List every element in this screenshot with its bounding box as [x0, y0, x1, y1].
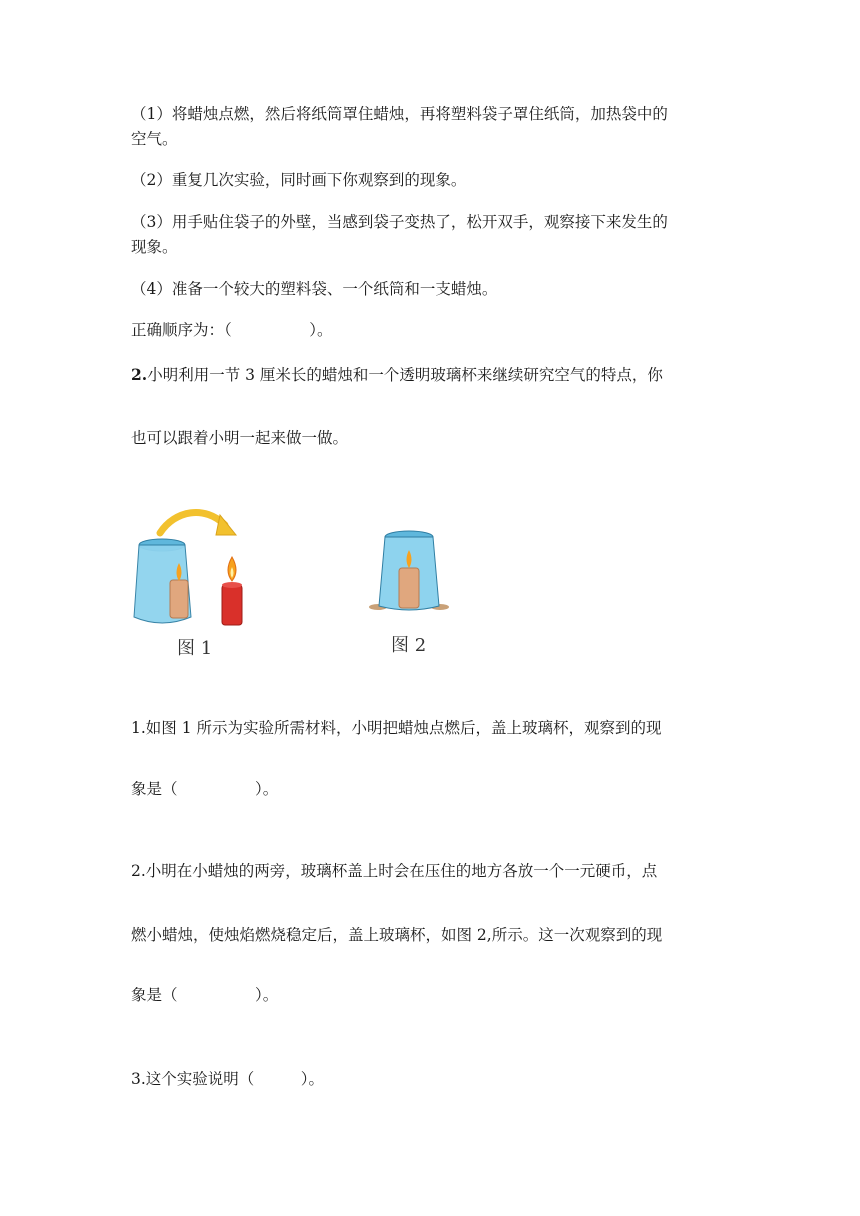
- step-1-line-2: 空气。: [131, 130, 178, 148]
- sub-1-line-2: 象是（ ）。: [131, 780, 279, 798]
- step-3-line-2: 现象。: [131, 238, 178, 256]
- q2-number: 2.: [131, 365, 148, 384]
- step-1-line-1: （1）将蜡烛点燃，然后将纸筒罩住蜡烛，再将塑料袋子罩住纸筒，加热袋中的: [131, 105, 668, 123]
- sub-2-line-2: 燃小蜡烛，使烛焰燃烧稳定后，盖上玻璃杯，如图 2,所示。这一次观察到的现: [131, 926, 663, 944]
- sub-2-line-3: 象是（ ）。: [131, 986, 279, 1004]
- sub-1-line-1: 1.如图 1 所示为实验所需材料，小明把蜡烛点燃后，盖上玻璃杯，观察到的现: [131, 719, 662, 737]
- figure-1-caption: 图 1: [177, 638, 213, 659]
- step-4-line-1: （4）准备一个较大的塑料袋、一个纸筒和一支蜡烛。: [131, 280, 498, 298]
- sub-2-line-1: 2.小明在小蜡烛的两旁，玻璃杯盖上时会在压住的地方各放一个一元硬币，点: [131, 862, 658, 880]
- answer-order: 正确顺序为：（ ）。: [131, 321, 333, 339]
- arrow-icon: [160, 513, 225, 533]
- figure-2-image: [368, 528, 450, 614]
- q2-intro-line-2: 也可以跟着小明一起来做一做。: [131, 429, 349, 447]
- step-3-line-1: （3）用手贴住袋子的外壁，当感到袋子变热了，松开双手，观察接下来发生的: [131, 213, 668, 231]
- step-2-line-1: （2）重复几次实验，同时画下你观察到的现象。: [131, 171, 467, 189]
- q2-intro-line-1: [131, 361, 663, 389]
- q2-intro-text: 小明利用一节 3 厘米长的蜡烛和一个透明玻璃杯来继续研究空气的特点，你: [147, 366, 663, 384]
- sub-3-line-1: 3.这个实验说明（ ）。: [131, 1070, 325, 1088]
- figure-1-image: [130, 505, 260, 635]
- figure-2-caption: 图 2: [391, 635, 427, 656]
